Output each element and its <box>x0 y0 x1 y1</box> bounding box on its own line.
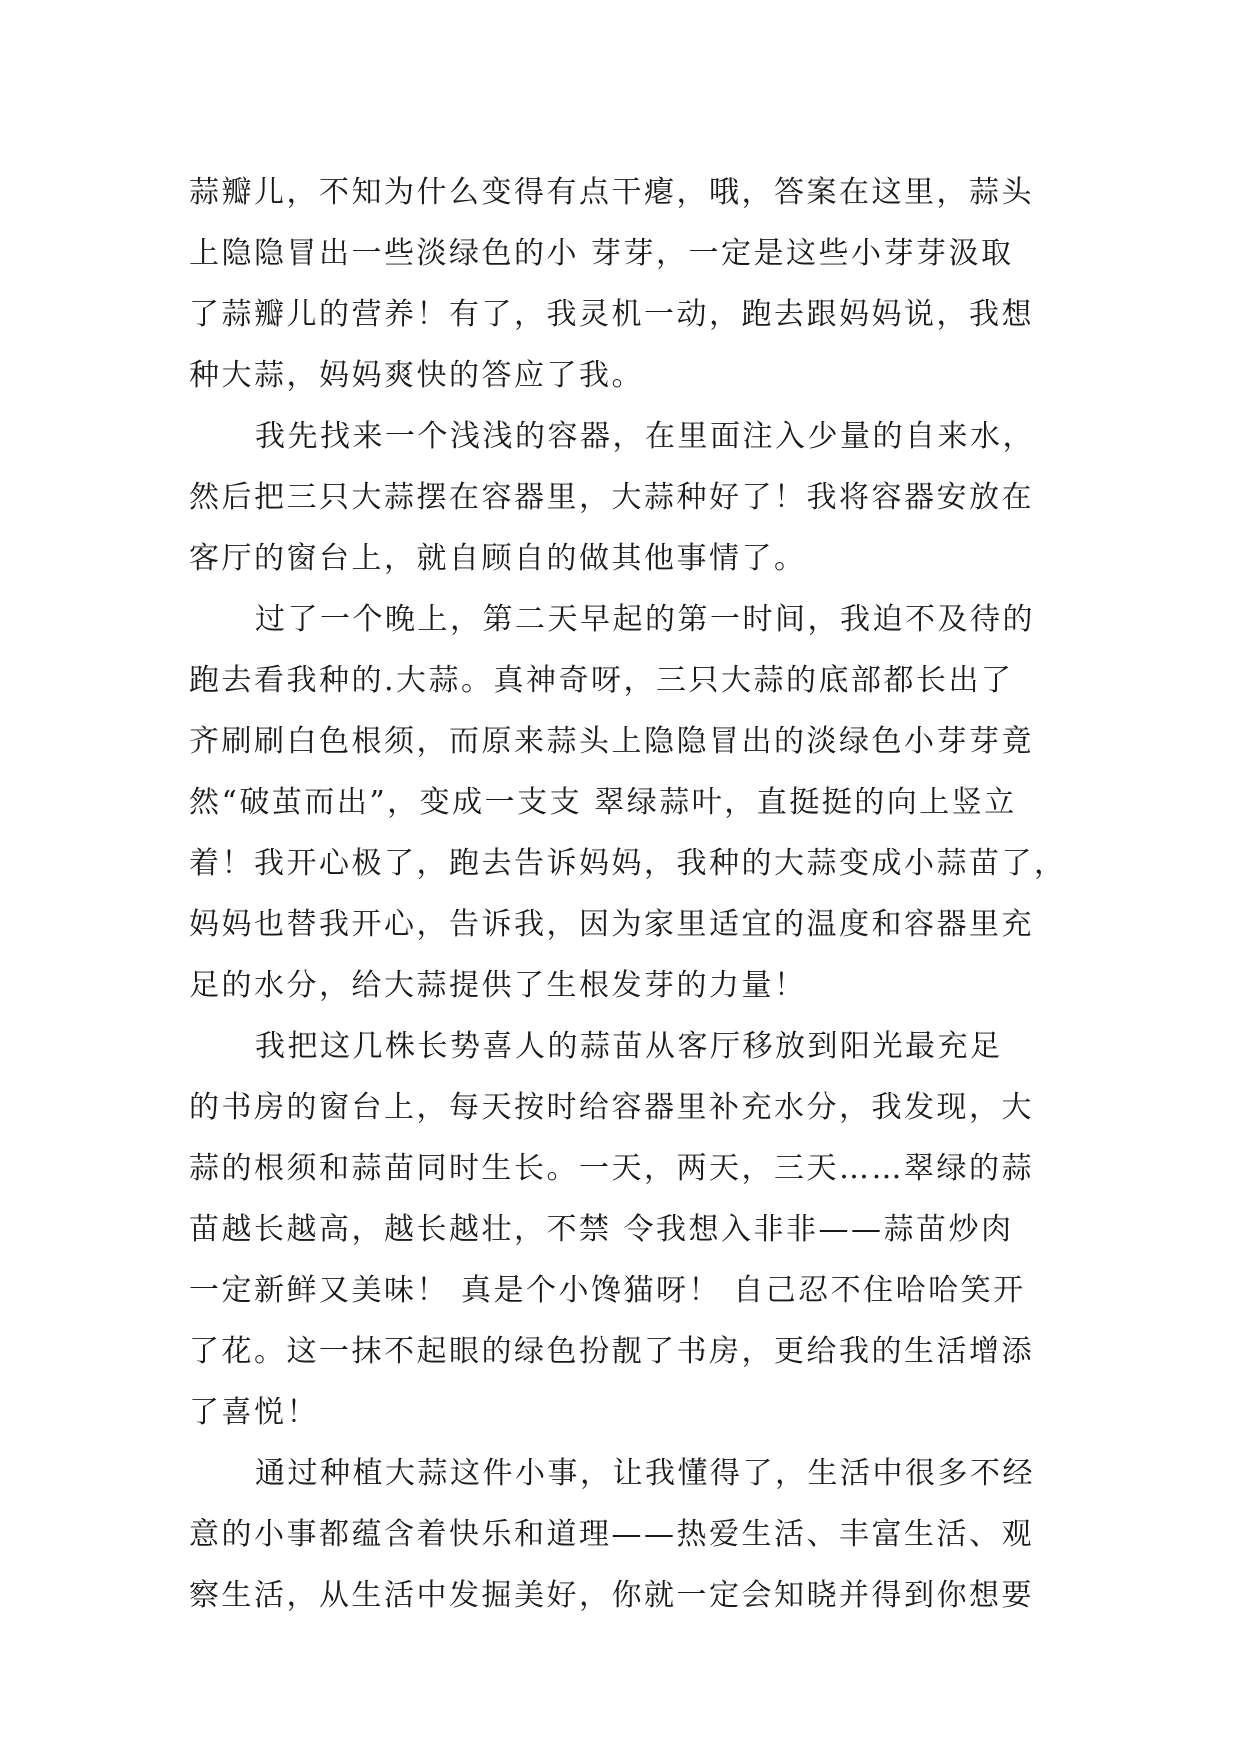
text-line: 妈妈也替我开心，告诉我，因为家里适宜的温度和容器里充 <box>189 907 1034 942</box>
text-line: 然“破茧而出”，变成一支支 翠绿蒜叶，直挺挺的向上竖立 <box>189 785 1017 820</box>
text-line: 客厅的窗台上，就自顾自的做其他事情了。 <box>189 541 807 576</box>
text-line: 跑去看我种的.大蒜。真神奇呀，三只大蒜的底部都长出了 <box>189 663 1014 698</box>
text-line: 了花。这一抹不起眼的绿色扮靓了书房，更给我的生活增添 <box>189 1334 1034 1369</box>
text-line: 察生活，从生活中发掘美好，你就一定会知晓并得到你想要 <box>189 1578 1034 1613</box>
text-line: 一定新鲜又美味！ 真是个小馋猫呀！ 自己忍不住哈哈笑开 <box>189 1273 1026 1308</box>
essay-body <box>189 162 1067 1626</box>
paragraph-first-line: 我先找来一个浅浅的容器，在里面注入少量的自来水， <box>255 419 1035 454</box>
text-line: 着！我开心极了，跑去告诉妈妈，我种的大蒜变成小蒜苗了， <box>189 846 1067 881</box>
text-line: 然后把三只大蒜摆在容器里，大蒜种好了！我将容器安放在 <box>189 480 1034 515</box>
text-line: 意的小事都蕴含着快乐和道理——热爱生活、丰富生活、观 <box>189 1517 1034 1552</box>
text-line: 齐刷刷白色根须，而原来蒜头上隐隐冒出的淡绿色小芽芽竟 <box>189 724 1034 759</box>
paragraph-first-line: 我把这几株长势喜人的蒜苗从客厅移放到阳光最充足 <box>255 1029 1003 1064</box>
paragraph-first-line: 通过种植大蒜这件小事，让我懂得了，生活中很多不经 <box>255 1456 1035 1491</box>
text-line: 苗越长越高，越长越壮，不禁 令我想入非非——蒜苗炒肉 <box>189 1212 1014 1247</box>
paragraph-first-line: 过了一个晚上，第二天早起的第一时间，我迫不及待的 <box>255 602 1035 637</box>
text-line: 了喜悦！ <box>189 1395 319 1430</box>
text-line: 的书房的窗台上，每天按时给容器里补充水分，我发现，大 <box>189 1090 1034 1125</box>
text-line: 足的水分，给大蒜提供了生根发芽的力量！ <box>189 968 807 1003</box>
text-line: 了蒜瓣儿的营养！有了，我灵机一动，跑去跟妈妈说，我想 <box>189 297 1034 332</box>
text-line: 种大蒜，妈妈爽快的答应了我。 <box>189 358 644 393</box>
text-line: 上隐隐冒出一些淡绿色的小 芽芽，一定是这些小芽芽汲取 <box>189 236 1014 271</box>
text-line: 蒜瓣儿，不知为什么变得有点干瘪，哦，答案在这里，蒜头 <box>189 175 1034 210</box>
text-line: 蒜的根须和蒜苗同时生长。一天，两天，三天……翠绿的蒜 <box>189 1151 1034 1186</box>
